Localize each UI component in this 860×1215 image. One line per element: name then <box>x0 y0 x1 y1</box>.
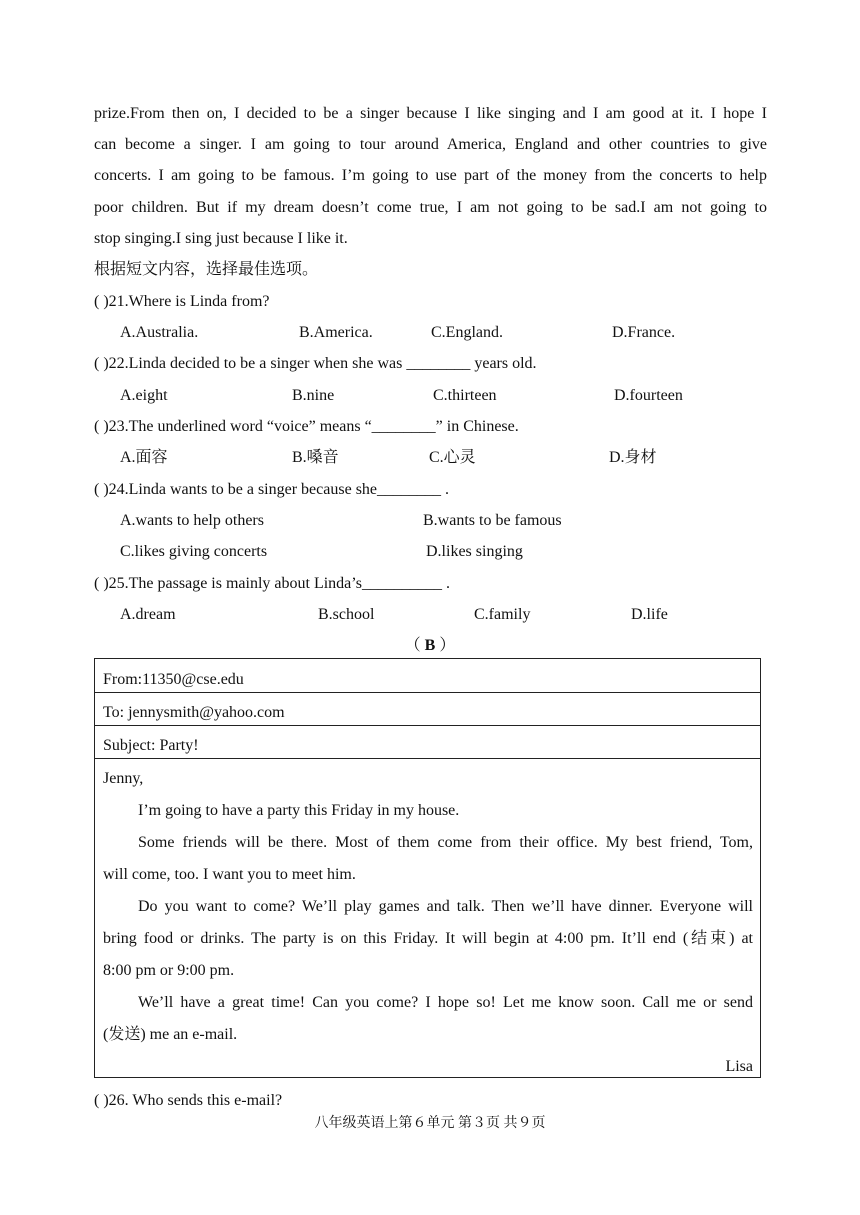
passage-line-1: prize.From then on, I decided to be a singer because I like singing and I am good at it. I hope I <box>94 105 767 122</box>
email-paragraph-3-line-1: Do you want to come? We’ll play games and talk. Then we’ll have dinner. Everyone will <box>138 898 753 915</box>
email-paragraph-2-line-1: Some friends will be there. Most of them come from their office. My best friend, Tom, <box>138 834 753 851</box>
q22-option-d: D.fourteen <box>614 387 683 404</box>
email-paragraph-4-line-2: (发送) me an e-mail. <box>103 1026 238 1043</box>
q21-option-b: B.America. <box>299 324 373 341</box>
section-b-label: B <box>424 637 436 654</box>
q25-option-a: A.dream <box>120 606 176 623</box>
question-23: ( )23.The underlined word “voice” means “________” in Chinese. <box>94 418 519 435</box>
email-signature: Lisa <box>725 1058 753 1075</box>
section-b-open: （ <box>404 637 425 654</box>
question-25: ( )25.The passage is mainly about Linda’s__________ . <box>94 575 450 592</box>
passage-line-2: can become a singer. I am going to tour around America, England and other countries to give <box>94 136 767 153</box>
q21-option-d: D.France. <box>612 324 676 341</box>
q24-option-a: A.wants to help others <box>120 512 264 529</box>
q22-option-c: C.thirteen <box>433 387 497 404</box>
email-subject: Subject: Party! <box>103 737 199 754</box>
email-to: To: jennysmith@yahoo.com <box>103 704 285 721</box>
page-footer: 八年级英语上第６单元 第３页 共９页 <box>314 1116 546 1131</box>
question-24: ( )24.Linda wants to be a singer because she________ . <box>94 481 450 498</box>
q24-option-b: B.wants to be famous <box>423 512 562 529</box>
email-paragraph-2-line-2: will come, too. I want you to meet him. <box>103 866 356 883</box>
email-paragraph-3-line-2: bring food or drinks. The party is on this Friday. It will begin at 4:00 pm. It’ll end (结束) at <box>103 930 753 947</box>
q23-option-b: B.嗓音 <box>292 449 339 466</box>
passage-line-4: poor children. But if my dream doesn’t come true, I am not going to be sad.I am not going to <box>94 199 767 216</box>
q23-option-c: C.心灵 <box>429 449 476 466</box>
passage-line-3: concerts. I am going to be famous. I’m going to use part of the money from the concerts to help <box>94 167 767 184</box>
question-26: ( )26. Who sends this e-mail? <box>94 1092 283 1109</box>
question-22: ( )22.Linda decided to be a singer when she was ________ years old. <box>94 355 537 372</box>
email-subject-row <box>95 726 760 759</box>
email-paragraph-4-line-1: We’ll have a great time! Can you come? I hope so! Let me know soon. Call me or send <box>138 994 753 1011</box>
q22-option-b: B.nine <box>292 387 335 404</box>
instruction: 根据短文内容，选择最佳选项。 <box>94 261 319 278</box>
question-21: ( )21.Where is Linda from? <box>94 293 270 310</box>
q23-option-d: D.身材 <box>609 449 657 466</box>
section-b-close: ） <box>435 637 456 654</box>
q25-option-b: B.school <box>318 606 375 623</box>
email-greeting: Jenny, <box>103 770 144 787</box>
q22-option-a: A.eight <box>120 387 168 404</box>
q23-option-a: A.面容 <box>120 449 168 466</box>
email-to-row <box>95 693 760 726</box>
q21-option-a: A.Australia. <box>120 324 199 341</box>
passage-line-5: stop singing.I sing just because I like it. <box>94 230 348 247</box>
q25-option-d: D.life <box>631 606 668 623</box>
email-paragraph-3-line-3: 8:00 pm or 9:00 pm. <box>103 962 235 979</box>
email-from-row <box>95 659 760 693</box>
email-paragraph-1: I’m going to have a party this Friday in my house. <box>138 802 460 819</box>
q24-option-c: C.likes giving concerts <box>120 543 268 560</box>
q25-option-c: C.family <box>474 606 531 623</box>
section-b-heading <box>0 636 860 656</box>
email-from: From:11350@cse.edu <box>103 671 244 688</box>
email-box <box>94 658 761 1078</box>
q24-option-d: D.likes singing <box>426 543 523 560</box>
q21-option-c: C.England. <box>431 324 503 341</box>
